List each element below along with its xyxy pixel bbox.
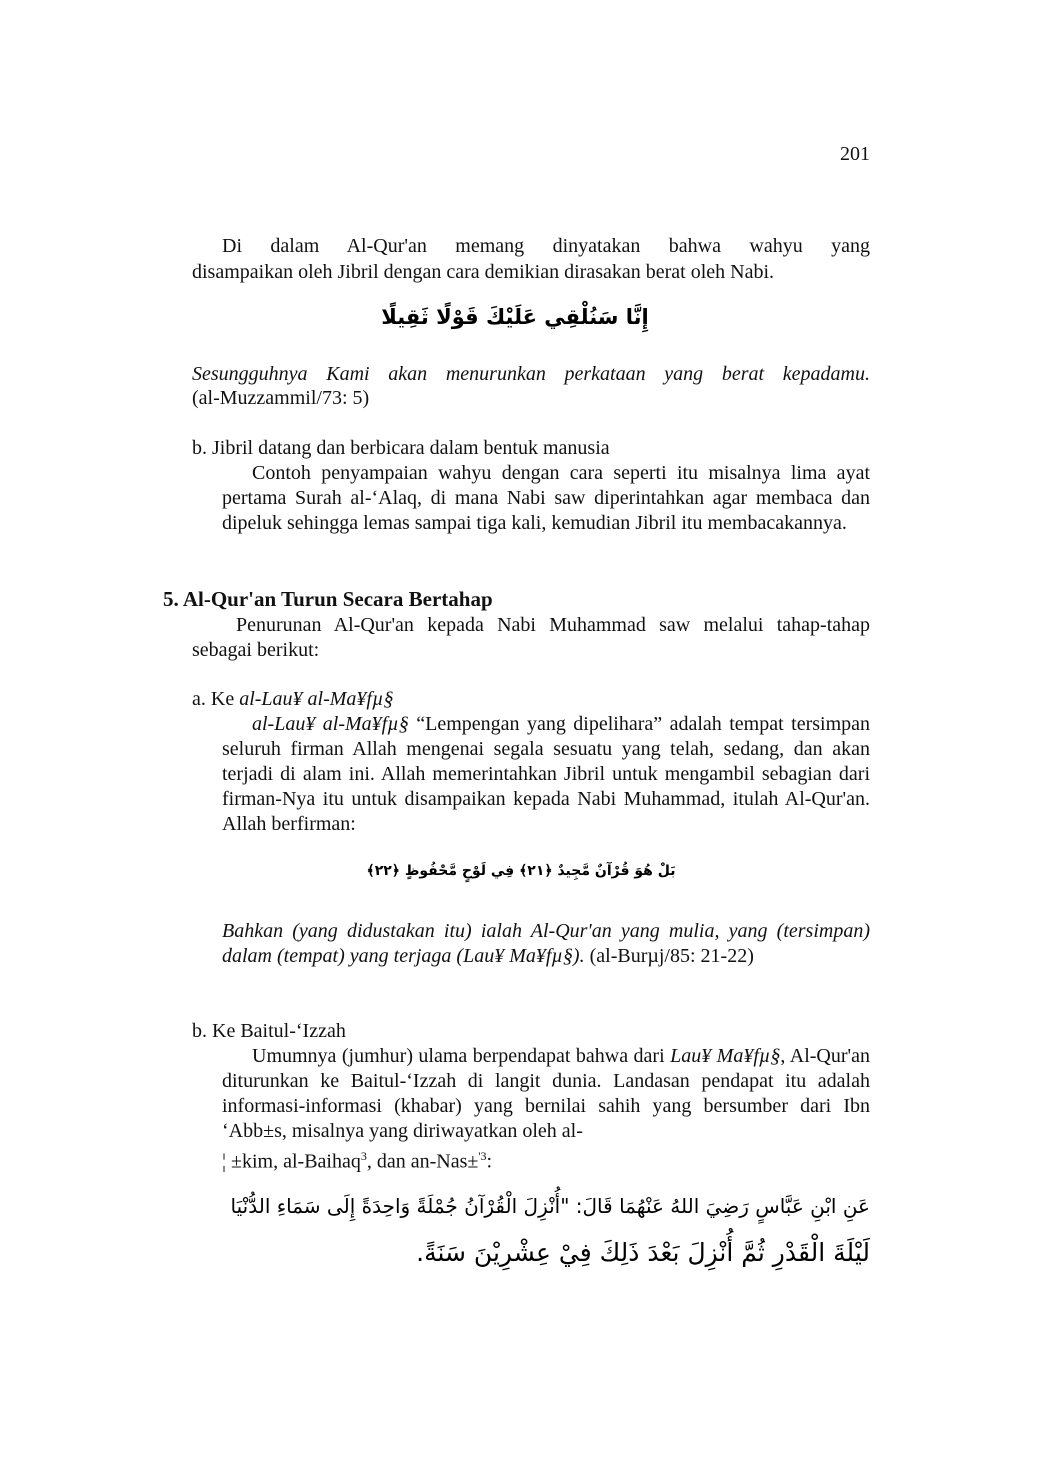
point-b-jibril-title: b. Jibril datang dan berbicara dalam bentuk manusia (192, 437, 610, 459)
baitul-izzah-last-line (222, 1144, 492, 1175)
section-5-intro: Penurunan Al-Qur'an kepada Nabi Muhammad saw melalui tahap-tahap sebagai berikut: (192, 614, 870, 661)
verse1-reference: (al-Muzzammil/73: 5) (192, 387, 370, 409)
point-b-baitul-izzah-body (222, 1044, 870, 1144)
intro-line-2: disampaikan oleh Jibril dengan cara demikian dirasakan berat oleh Nabi. (192, 261, 775, 283)
verse2-reference: (al-Burµj/85: 21-22) (584, 945, 754, 967)
quran-verse-buruj: بَلْ هُوَ قُرْآنٌ مَّجِيدٌ ﴿٢١﴾ فِي لَوْحٍ مَّحْفُوظٍ ﴿٢٢﴾ (366, 863, 676, 879)
point-a-body-text: “Lempengan yang dipelihara” adalah tempat tersimpan seluruh firman Allah mengenai segala sesuatu yang telah, sedang, dan akan terjadi di alam ini. Allah memerintahkan Jibril untuk mengambil sebagian dari firman-Nya itu untuk disampaikan kepada Nabi Muhammad, itulah Al-Qur'an. Allah berfirman: (222, 713, 870, 835)
point-a-body (222, 712, 870, 837)
baitul-izzah-last-c: : (486, 1150, 493, 1173)
intro-line-1: Di dalam Al-Qur'an memang dinyatakan bahwa wahyu yang (222, 235, 870, 257)
point-a-label: a. Ke (192, 688, 240, 710)
page-number: 201 (840, 143, 870, 165)
point-b-baitul-izzah-title: b. Ke Baitul-‘Izzah (192, 1020, 346, 1042)
quran-verse-muzzammil: إِنَّا سَنُلْقِي عَلَيْكَ قَوْلًا ثَقِيلًا (381, 305, 649, 329)
section-5-heading: 5. Al-Qur'an Turun Secara Bertahap (163, 587, 493, 611)
footnote-marker-a: 3 (360, 1149, 367, 1163)
baitul-izzah-last-a: ¦ ±kim, al-Baihaq (222, 1150, 361, 1173)
baitul-izzah-body-prefix: Umumnya (jumhur) ulama berpendapat bahwa dari (252, 1045, 671, 1067)
verse1-translation: Sesungguhnya Kami akan menurunkan perkataan yang berat kepadamu. (192, 363, 870, 385)
verse2-translation: Bahkan (yang didustakan itu) ialah Al-Qur'an yang mulia, yang (tersimpan) dalam (tempat) yang terjaga (Lau¥ Ma¥fµ§). (222, 920, 870, 967)
point-b-jibril-body: Contoh penyampaian wahyu dengan cara seperti itu misalnya lima ayat pertama Surah al-‘Alaq, di mana Nabi saw diperintahkan agar membaca dan dipeluk sehingga lemas sampai tiga kali, kemudian Jibril itu membacakannya. (222, 462, 870, 534)
verse2-translation-block (222, 919, 870, 969)
point-a-term: al-Lau¥ al-Ma¥fµ§ (239, 688, 394, 710)
footnote-marker-b: '3 (478, 1149, 487, 1163)
hadith-line-1: عَنِ ابْنِ عَبَّاسٍ رَضِيَ اللهُ عَنْهُمَا قَالَ: "أُنْزِلَ الْقُرْآنُ جُمْلَةً وَاحِدَةً إِلَى سَمَاءِ الدُّنْيَا (230, 1194, 870, 1218)
baitul-izzah-body-term: Lau¥ Ma¥fµ§ (670, 1045, 781, 1067)
baitul-izzah-body-rest: , Al-Qur'an diturunkan ke Baitul-‘Izzah di langit dunia. Landasan pendapat itu adalah informasi-informasi (khabar) yang bernilai sahih yang bersumber dari Ibn ‘Abb±s, misalnya yang diriwayatkan oleh al- (222, 1045, 870, 1142)
baitul-izzah-last-b: , dan an-Nas± (366, 1150, 479, 1173)
point-a-title (192, 687, 394, 712)
hadith-line-2: لَيْلَةَ الْقَدْرِ ثُمَّ أُنْزِلَ بَعْدَ ذَلِكَ فِيْ عِشْرِيْنَ سَنَةً. (416, 1238, 870, 1267)
point-a-body-term: al-Lau¥ al-Ma¥fµ§ (252, 713, 409, 735)
